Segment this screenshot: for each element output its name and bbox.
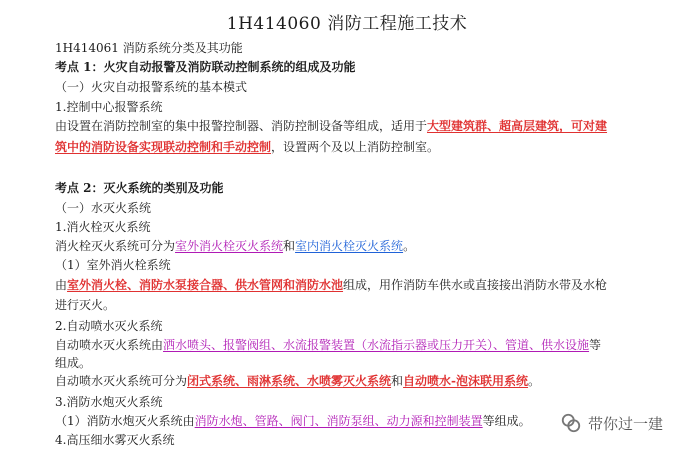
text: ，设置两个及以上消防控制室。 xyxy=(271,140,440,154)
text: 自动喷水灭火系统可分为 xyxy=(55,374,188,388)
point2-subheading: （一）水灭火系统 xyxy=(55,201,152,215)
outdoor-hydrant-line1 xyxy=(55,277,607,293)
highlight-purple: 洒水喷头、报警阀组、水流报警装置（水流指示器或压力开关）、管道、供水设施 xyxy=(163,338,590,352)
text: 由设置在消防控制室的集中报警控制器、消防控制设备等组成，适用于 xyxy=(55,119,428,133)
point1-paragraph-line2 xyxy=(55,139,439,155)
point2-item4: 4.高压细水雾灭火系统 xyxy=(55,433,175,447)
text: 由 xyxy=(55,278,68,292)
point1-heading: 考点 1：火灾自动报警及消防联动控制系统的组成及功能 xyxy=(55,60,356,74)
text: 自动喷水灭火系统由 xyxy=(55,338,164,352)
watermark xyxy=(560,412,663,434)
text: 。 xyxy=(528,374,541,388)
text: 消火栓灭火系统可分为 xyxy=(55,239,176,253)
water-cannon-line xyxy=(55,413,531,429)
point2-heading: 考点 2：灭火系统的类别及功能 xyxy=(55,181,224,195)
point1-paragraph-line1 xyxy=(55,118,607,134)
point2-item3: 3.消防水炮灭火系统 xyxy=(55,395,163,409)
outdoor-hydrant-heading: （1）室外消火栓系统 xyxy=(55,258,171,272)
text: 和 xyxy=(391,374,404,388)
text: 。 xyxy=(403,239,416,253)
sprinkler-types-line xyxy=(55,373,540,389)
text: 等组成。 xyxy=(482,414,531,428)
text: 和 xyxy=(283,239,296,253)
highlight-purple: 室外消火栓灭火系统 xyxy=(175,239,284,253)
sprinkler-components-line1 xyxy=(55,337,601,353)
watermark-text: 带你过一建 xyxy=(588,414,664,433)
sprinkler-components-line2: 组成。 xyxy=(55,356,92,370)
point2-item2: 2.自动喷水灭火系统 xyxy=(55,319,163,333)
hydrant-types-line xyxy=(55,238,415,254)
page-title: 1H414060 消防工程施工技术 xyxy=(226,14,468,34)
text: 等 xyxy=(589,338,602,352)
wechat-channel-icon xyxy=(560,412,582,434)
highlight-red: 大型建筑群、超高层建筑，可对建 xyxy=(427,119,608,133)
highlight-purple: 消防水炮、管路、阀门、消防泵组、动力源和控制装置 xyxy=(194,414,483,428)
highlight-red: 闭式系统、雨淋系统、水喷雾灭火系统 xyxy=(187,374,392,388)
point1-item: 1.控制中心报警系统 xyxy=(55,100,163,114)
highlight-red: 筑中的消防设备实现联动控制和手动控制 xyxy=(55,140,272,154)
point1-subheading: （一）火灾自动报警系统的基本模式 xyxy=(55,80,248,94)
highlight-blue: 室内消火栓灭火系统 xyxy=(295,239,404,253)
section-title: 1H414061 消防系统分类及其功能 xyxy=(55,41,243,55)
highlight-red: 室外消火栓、消防水泵接合器、供水管网和消防水池 xyxy=(67,278,344,292)
text: 组成，用作消防车供水或直接接出消防水带及水枪 xyxy=(343,278,608,292)
highlight-red: 自动喷水-泡沫联用系统 xyxy=(403,374,529,388)
point2-item1: 1.消火栓灭火系统 xyxy=(55,220,151,234)
text: （1）消防水炮灭火系统由 xyxy=(55,414,195,428)
outdoor-hydrant-line2: 进行灭火。 xyxy=(55,298,116,312)
